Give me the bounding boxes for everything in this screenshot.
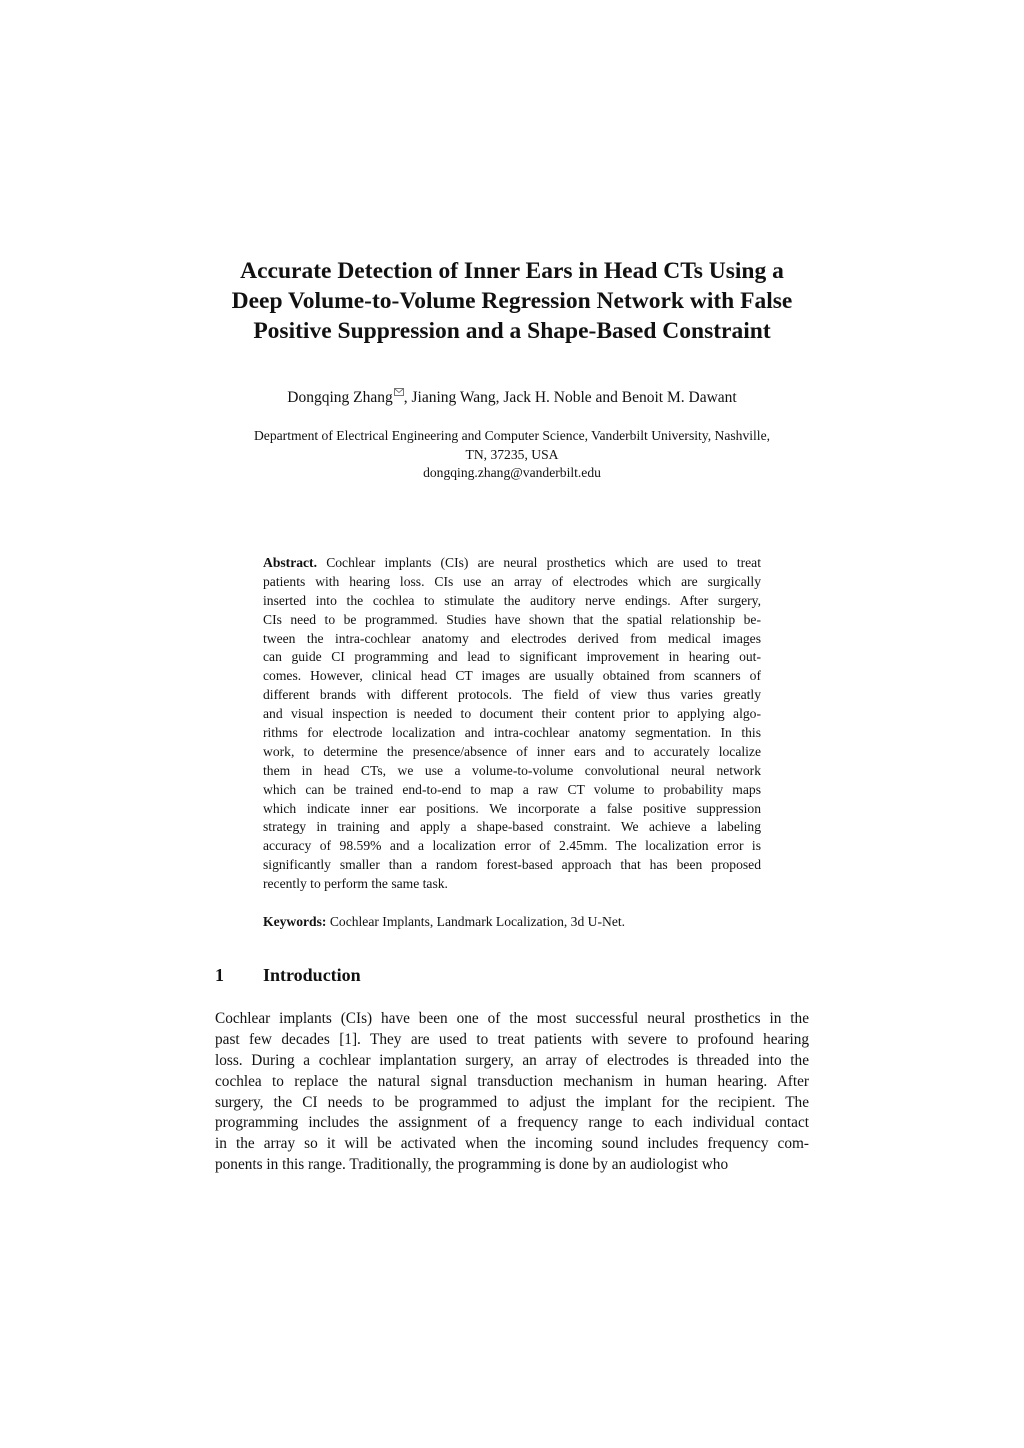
affiliation-line: TN, 37235, USA [465, 446, 559, 462]
abstract [263, 554, 761, 894]
abstract-line: recently to perform the same task. [263, 876, 448, 892]
abstract-line: them in head CTs, we use a volume-to-volume convolutional neural network [263, 762, 761, 778]
section-heading [215, 963, 615, 987]
paper-title [200, 256, 824, 346]
abstract-line: patients with hearing loss. CIs use an array of electrodes which are surgically [263, 573, 761, 589]
abstract-text: Cochlear implants (CIs) are neural prosthetics which are used to treat [316, 555, 761, 570]
author-list [160, 388, 864, 408]
abstract-line: can guide CI programming and lead to significant improvement in hearing out- [263, 649, 761, 665]
abstract-line: inserted into the cochlea to stimulate the auditory nerve endings. After surgery, [263, 592, 761, 608]
abstract-line: different brands with different protocols. The field of view thus varies greatly [263, 687, 761, 703]
affiliation-line: Department of Electrical Engineering and Computer Science, Vanderbilt University, Nashville, [253, 428, 771, 443]
paragraph-line: Cochlear implants (CIs) have been one of the most successful neural prosthetics in the [215, 1010, 809, 1027]
abstract-line: and visual inspection is needed to document their content prior to applying algo- [263, 706, 761, 722]
abstract-line: CIs need to be programmed. Studies have shown that the spatial relationship be- [263, 611, 761, 627]
abstract-line: strategy in training and apply a shape-based constraint. We achieve a labeling [263, 819, 761, 835]
abstract-line: tween the intra-cochlear anatomy and electrodes derived from medical images [263, 630, 761, 646]
author-email: dongqing.zhang@vanderbilt.edu [423, 465, 601, 480]
section-number: 1 [215, 965, 224, 985]
envelope-icon [394, 388, 404, 396]
introduction-paragraph [215, 1009, 809, 1176]
abstract-line: which indicate inner ear positions. We incorporate a false positive suppression [263, 800, 761, 816]
abstract-line: work, to determine the presence/absence of inner ears and to accurately localize [263, 743, 761, 759]
abstract-line: accuracy of 98.59% and a localization error of 2.45mm. The localization error is [263, 838, 761, 854]
paragraph-line: past few decades [1]. They are used to treat patients with severe to profound hearing [215, 1030, 809, 1048]
abstract-line: which can be trained end-to-end to map a raw CT volume to probability maps [263, 781, 761, 797]
affiliation [160, 427, 864, 483]
paragraph-line: surgery, the CI needs to be programmed to adjust the implant for the recipient. The [215, 1093, 809, 1111]
keywords-label: Keywords: [263, 914, 327, 929]
keywords-text: Cochlear Implants, Landmark Localization, 3d U-Net. [326, 914, 626, 929]
abstract-line: rithms for electrode localization and intra-cochlear anatomy segmentation. In this [263, 725, 761, 741]
paragraph-line: ponents in this range. Traditionally, the programming is done by an audiologist who [215, 1156, 729, 1174]
title-line: Accurate Detection of Inner Ears in Head CTs Using a [240, 258, 784, 284]
corresponding-author: Dongqing Zhang [287, 389, 393, 406]
abstract-label: Abstract. [263, 555, 317, 570]
paragraph-line: cochlea to replace the natural signal transduction mechanism in human hearing. After [215, 1072, 809, 1090]
paragraph-line: loss. During a cochlear implantation surgery, an array of electrodes is threaded into the [215, 1051, 809, 1069]
abstract-line: comes. However, clinical head CT images are usually obtained from scanners of [263, 668, 761, 684]
title-line: Deep Volume-to-Volume Regression Network with False [231, 288, 793, 314]
title-line: Positive Suppression and a Shape-Based Constraint [253, 318, 771, 344]
keywords [263, 912, 761, 931]
paragraph-line: programming includes the assignment of a frequency range to each individual contact [215, 1114, 809, 1132]
coauthors: , Jianing Wang, Jack H. Noble and Benoit M. Dawant [403, 389, 737, 406]
paragraph-line: in the array so it will be activated when the incoming sound includes frequency com- [215, 1135, 809, 1153]
section-title: Introduction [263, 965, 361, 985]
abstract-line [263, 554, 761, 573]
abstract-line: significantly smaller than a random forest-based approach that has been proposed [263, 857, 761, 873]
